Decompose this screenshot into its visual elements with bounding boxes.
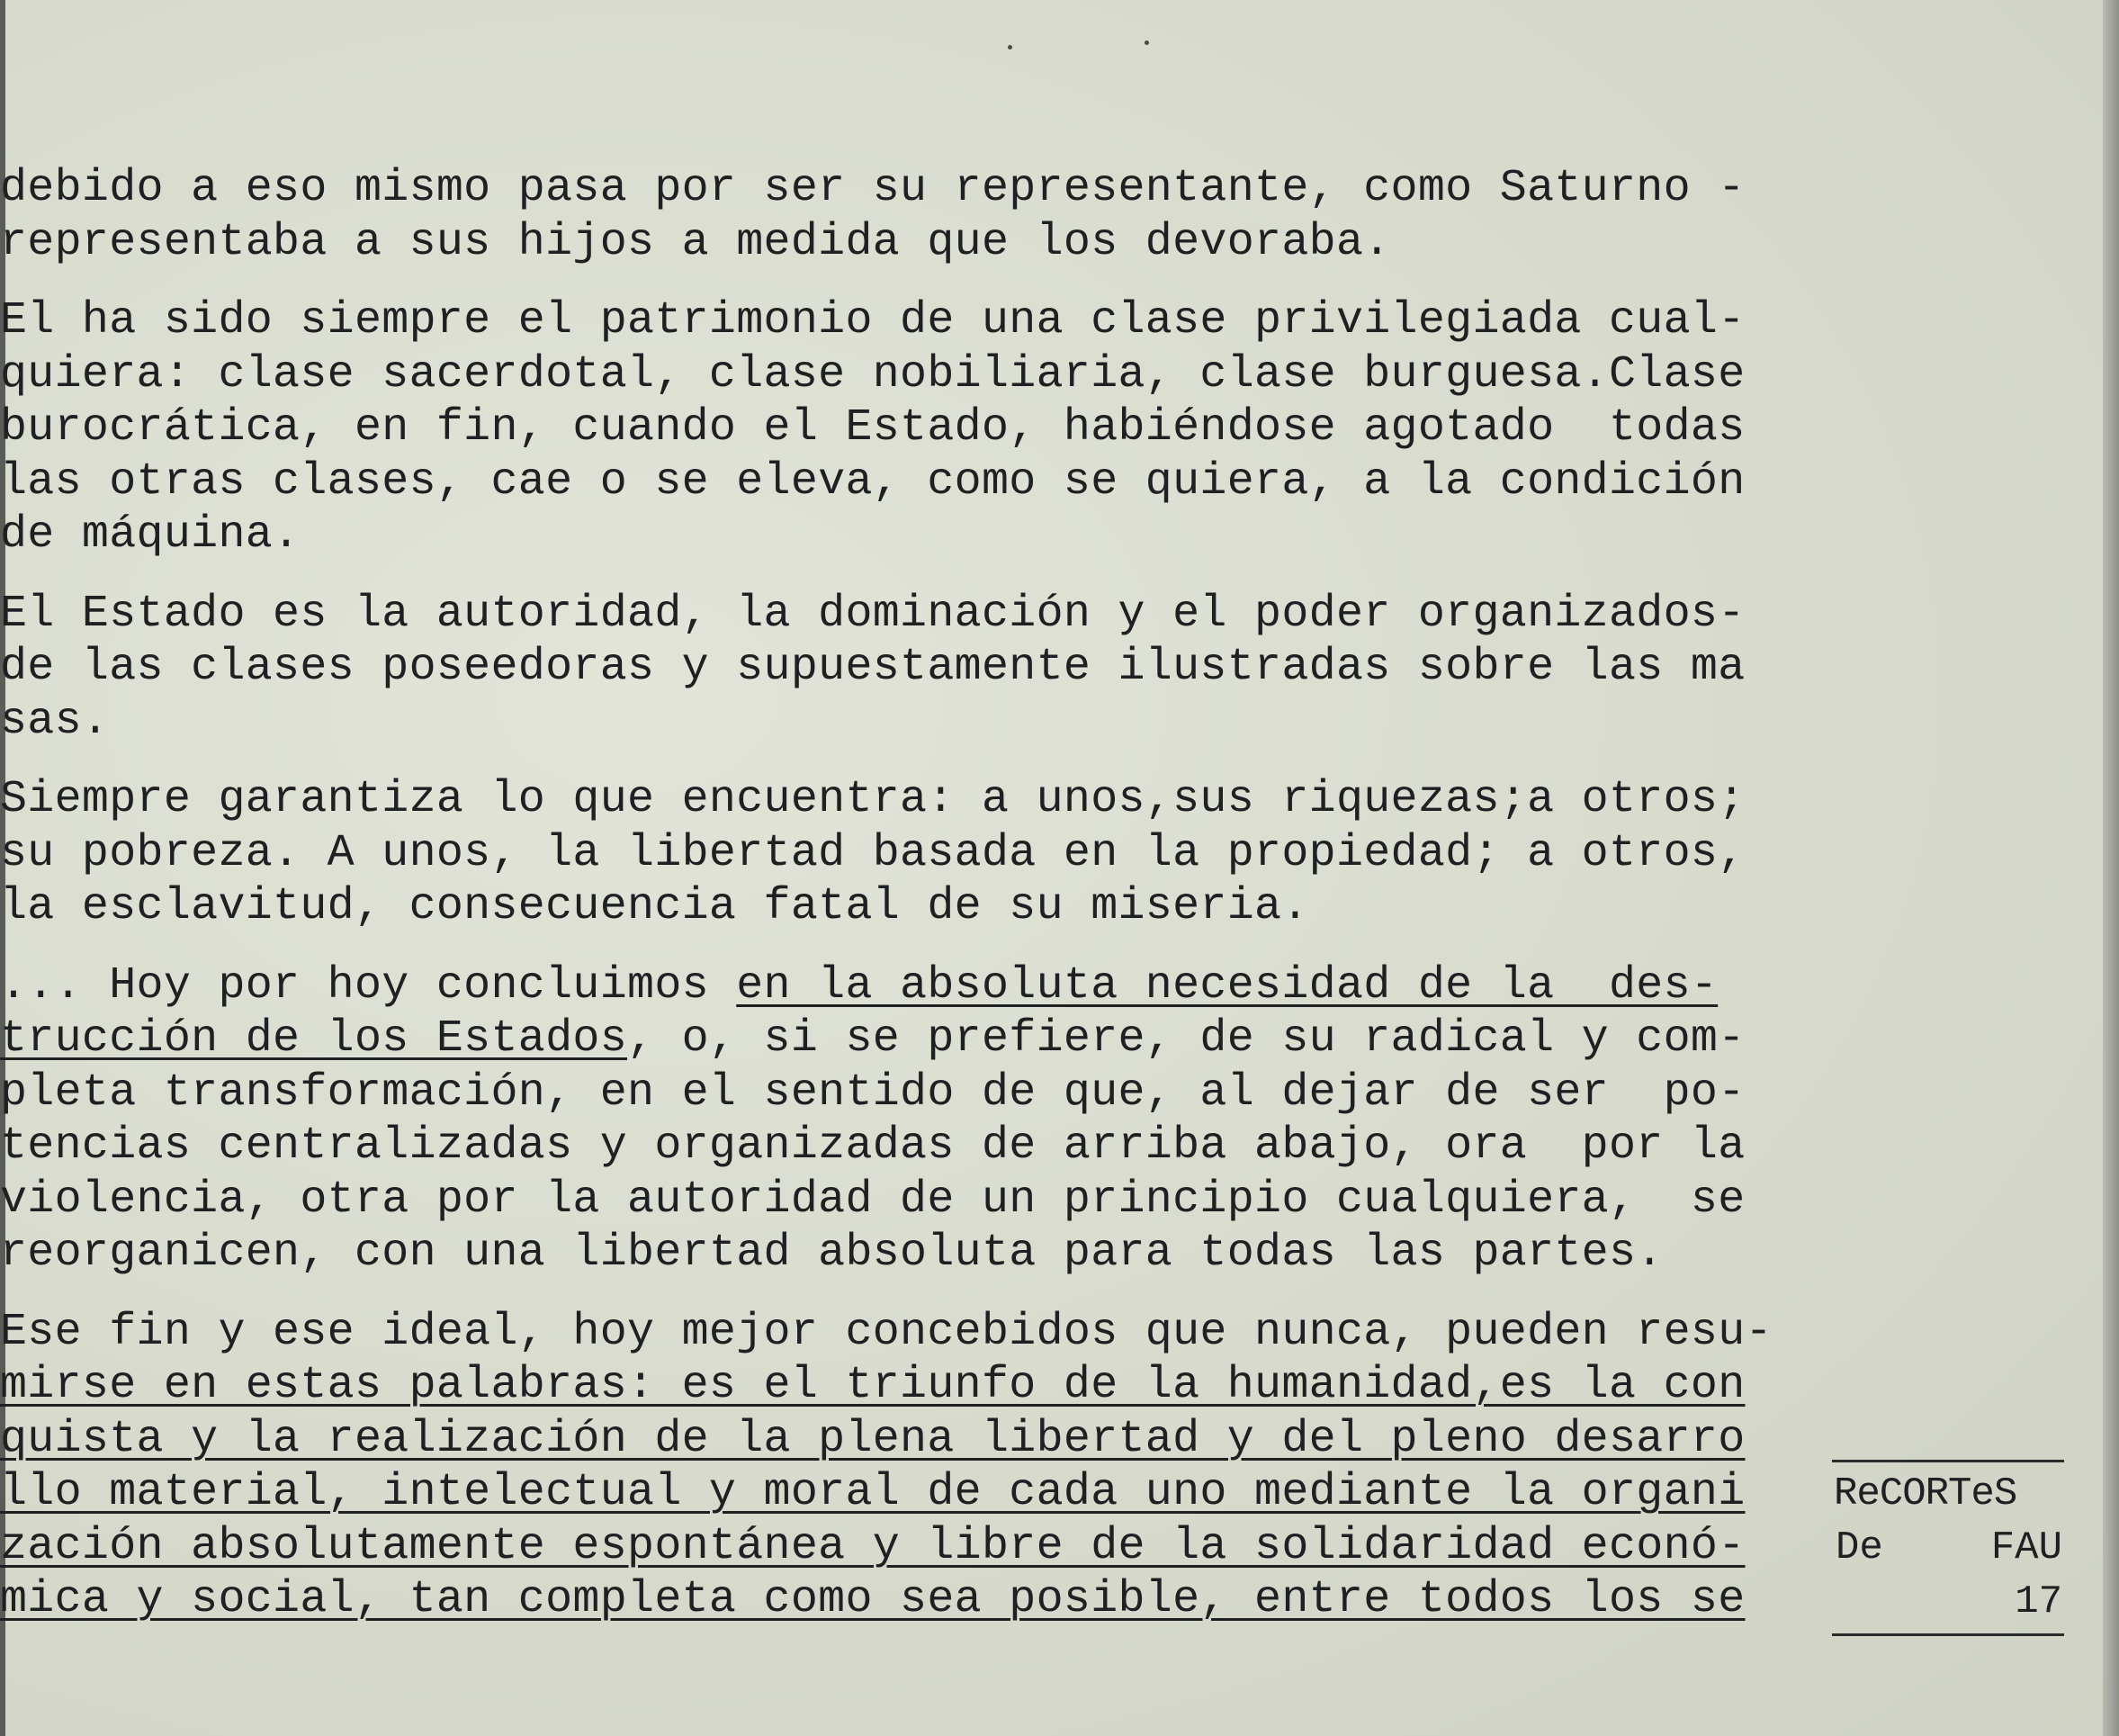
paragraph-6 [0, 1306, 1809, 1627]
paragraph-2 [0, 294, 1809, 562]
paper-speck [1008, 45, 1012, 49]
paper-speck [1145, 40, 1149, 45]
text-line: debido a eso mismo pasa por ser su representante, como Saturno - [0, 163, 1746, 214]
text-line: la esclavitud, consecuencia fatal de su miseria. [0, 881, 1309, 932]
text-line: su pobreza. A unos, la libertad basada en la propiedad; a otros, [0, 827, 1746, 879]
text-line: burocrática, en fin, cuando el Estado, habiéndose agotado todas [0, 402, 1746, 454]
text-line-underlined: llo material, intelectual y moral de cada uno mediante la organi [0, 1467, 1746, 1518]
text-line: violencia, otra por la autoridad de un principio cualquiera, se [0, 1174, 1746, 1226]
text-line-underlined: mica y social, tan completa como sea posible, entre todos los se [0, 1574, 1746, 1625]
paragraph-4 [0, 773, 1809, 934]
page-edge-right [2103, 0, 2119, 1736]
typed-document [0, 162, 1809, 1652]
text-line: Siempre garantiza lo que encuentra: a unos,sus riquezas;a otros; [0, 774, 1746, 825]
text-line: de las clases poseedoras y supuestamente ilustradas sobre las ma [0, 642, 1746, 693]
text-line: El ha sido siempre el patrimonio de una clase privilegiada cual- [0, 295, 1746, 346]
recortes-stamp [1832, 1460, 2064, 1636]
text-line-underlined: quista y la realización de la plena libertad y del pleno desarro [0, 1413, 1746, 1465]
text-line: las otras clases, cae o se eleva, como se quiera, a la condición [0, 455, 1746, 508]
paragraph-5 [0, 959, 1809, 1281]
text-line: reorganicen, con una libertad absoluta para todas las partes. [0, 1228, 1664, 1279]
text-line: de máquina. [0, 509, 301, 561]
text-line: pleta transformación, en el sentido de que, al dejar de ser po- [0, 1066, 1746, 1119]
stamp-de: De [1836, 1525, 1883, 1570]
underlined-phrase: trucción de los Estados [0, 1013, 628, 1065]
stamp-title: ReCORTeS [1834, 1471, 2017, 1516]
text-line-underlined-partial: ... Hoy por hoy concluimos en la absoluta necesidad de la des- [0, 959, 1719, 1012]
paragraph-3 [0, 588, 1809, 749]
text-line: quiera: clase sacerdotal, clase nobiliaria, clase burguesa.Clase [0, 348, 1746, 400]
stamp-fau: FAU [1990, 1525, 2062, 1570]
page-number: 17 [2015, 1579, 2062, 1624]
text-line: sas. [0, 695, 110, 747]
underlined-phrase: en la absoluta necesidad de la des- [736, 959, 1719, 1012]
text-line-underlined: zación absolutamente espontánea y libre de la solidaridad econó- [0, 1520, 1746, 1572]
text-line: El Estado es la autoridad, la dominación y el poder organizados- [0, 588, 1746, 640]
text-line-underlined-partial: trucción de los Estados, o, si se prefiere, de su radical y com- [0, 1013, 1746, 1065]
text-line: tencias centralizadas y organizadas de arriba abajo, ora por la [0, 1120, 1746, 1172]
text-line-underlined: mirse en estas palabras: es el triunfo de la humanidad,es la con [0, 1360, 1746, 1411]
paragraph-1 [0, 162, 1809, 269]
text-line: Ese fin y ese ideal, hoy mejor concebidos que nunca, pueden resu- [0, 1306, 1773, 1358]
text-line: representaba a sus hijos a medida que los devoraba. [0, 216, 1391, 268]
